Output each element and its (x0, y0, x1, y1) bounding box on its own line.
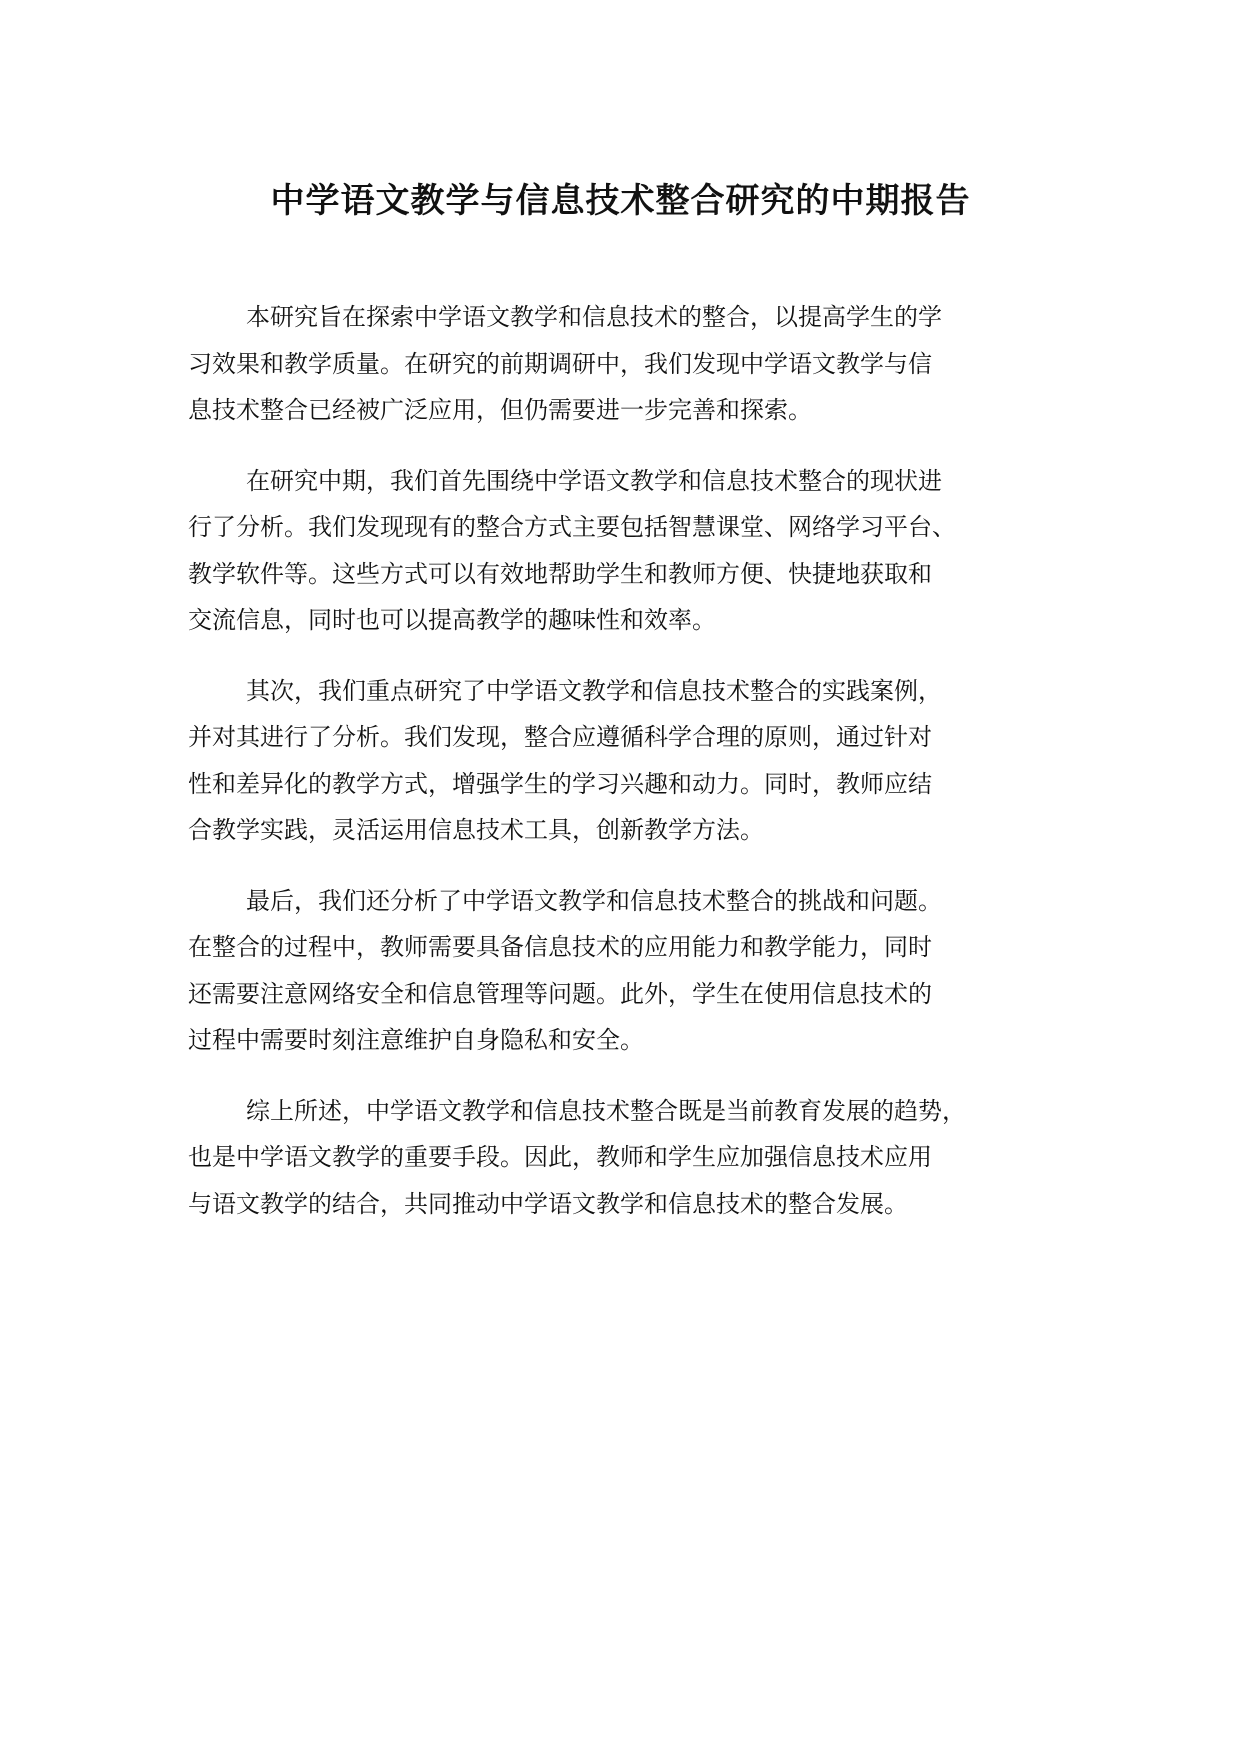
paragraph-line: 合教学实践，灵活运用信息技术工具，创新教学方法。 (188, 816, 764, 844)
paragraph-line: 性和差异化的教学方式，增强学生的学习兴趣和动力。同时，教师应结 (188, 769, 932, 798)
document-body (188, 294, 1088, 1251)
paragraph-line: 在整合的过程中，教师需要具备信息技术的应用能力和教学能力，同时 (188, 933, 932, 961)
paragraph-1 (188, 294, 1088, 434)
paragraph-line: 本研究旨在探索中学语文教学和信息技术的整合，以提高学生的学 (246, 303, 942, 331)
paragraph-line: 息技术整合已经被广泛应用，但仍需要进一步完善和探索。 (188, 396, 812, 424)
paragraph-4 (188, 878, 1088, 1064)
paragraph-line: 习效果和教学质量。在研究的前期调研中，我们发现中学语文教学与信 (188, 349, 932, 378)
paragraph-3 (188, 668, 1088, 854)
paragraph-line: 最后，我们还分析了中学语文教学和信息技术整合的挑战和问题。 (246, 886, 942, 915)
paragraph-line: 教学软件等。这些方式可以有效地帮助学生和教师方便、快捷地获取和 (188, 559, 932, 588)
paragraph-5 (188, 1088, 1088, 1228)
paragraph-line: 综上所述，中学语文教学和信息技术整合既是当前教育发展的趋势， (246, 1096, 966, 1125)
paragraph-line: 行了分析。我们发现现有的整合方式主要包括智慧课堂、网络学习平台、 (188, 513, 956, 541)
document-title: 中学语文教学与信息技术整合研究的中期报告 (270, 181, 971, 221)
paragraph-line: 与语文教学的结合，共同推动中学语文教学和信息技术的整合发展。 (188, 1189, 908, 1218)
paragraph-line: 交流信息，同时也可以提高教学的趣味性和效率。 (188, 606, 716, 634)
paragraph-2 (188, 458, 1088, 644)
paragraph-line: 也是中学语文教学的重要手段。因此，教师和学生应加强信息技术应用 (188, 1143, 932, 1171)
paragraph-line: 还需要注意网络安全和信息管理等问题。此外，学生在使用信息技术的 (188, 979, 932, 1008)
paragraph-line: 过程中需要时刻注意维护自身隐私和安全。 (188, 1026, 644, 1054)
paragraph-line: 在研究中期，我们首先围绕中学语文教学和信息技术整合的现状进 (246, 466, 942, 495)
paragraph-line: 其次，我们重点研究了中学语文教学和信息技术整合的实践案例， (246, 676, 942, 705)
paragraph-line: 并对其进行了分析。我们发现，整合应遵循科学合理的原则，通过针对 (188, 723, 932, 751)
